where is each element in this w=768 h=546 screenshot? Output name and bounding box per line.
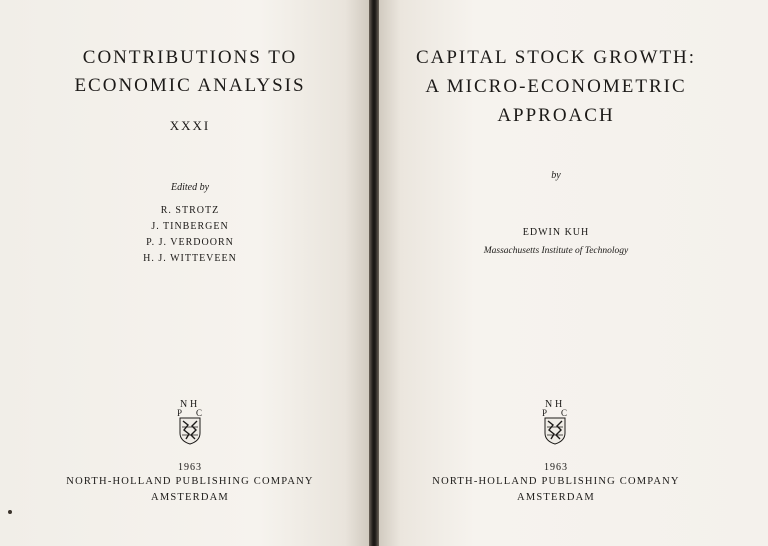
publisher-emblem-icon xyxy=(175,397,205,445)
book-title-line3: APPROACH xyxy=(497,105,615,126)
book-title xyxy=(400,43,712,130)
publisher-city: AMSTERDAM xyxy=(517,492,595,503)
editors-list xyxy=(40,203,340,267)
svg-text:P: P xyxy=(542,408,548,418)
volume-number: XXXI xyxy=(169,118,211,133)
author-name: EDWIN KUH xyxy=(522,227,590,238)
svg-text:C: C xyxy=(196,408,203,418)
series-title-line1: CONTRIBUTIONS TO xyxy=(82,47,298,68)
series-title-line2: ECONOMIC ANALYSIS xyxy=(74,75,306,96)
editor-name: P. J. VERDOORN xyxy=(146,237,234,248)
publication-year: 1963 xyxy=(178,462,202,473)
series-title xyxy=(40,44,340,100)
publisher-name: NORTH-HOLLAND PUBLISHING COMPANY xyxy=(66,476,314,487)
svg-text:H: H xyxy=(190,399,198,410)
svg-text:N: N xyxy=(545,399,553,410)
svg-text:C: C xyxy=(561,408,568,418)
book-title-line1: CAPITAL STOCK GROWTH: xyxy=(415,47,697,68)
svg-text:H: H xyxy=(555,399,563,410)
editor-name: R. STROTZ xyxy=(160,205,220,216)
book-gutter xyxy=(369,0,379,546)
publication-year: 1963 xyxy=(544,462,568,473)
author-affiliation: Massachusetts Institute of Technology xyxy=(483,246,629,256)
editor-name: H. J. WITTEVEEN xyxy=(143,253,237,264)
svg-text:N: N xyxy=(180,399,188,410)
by-label: by xyxy=(551,170,561,181)
editor-name: J. TINBERGEN xyxy=(151,221,229,232)
svg-text:P: P xyxy=(177,408,183,418)
edited-by-label: Edited by xyxy=(170,182,210,193)
publisher-city: AMSTERDAM xyxy=(151,492,229,503)
publisher-name: NORTH-HOLLAND PUBLISHING COMPANY xyxy=(432,476,680,487)
publisher-emblem-icon xyxy=(540,397,570,445)
paper-speck xyxy=(8,510,12,514)
book-title-line2: A MICRO-ECONOMETRIC xyxy=(425,76,687,97)
